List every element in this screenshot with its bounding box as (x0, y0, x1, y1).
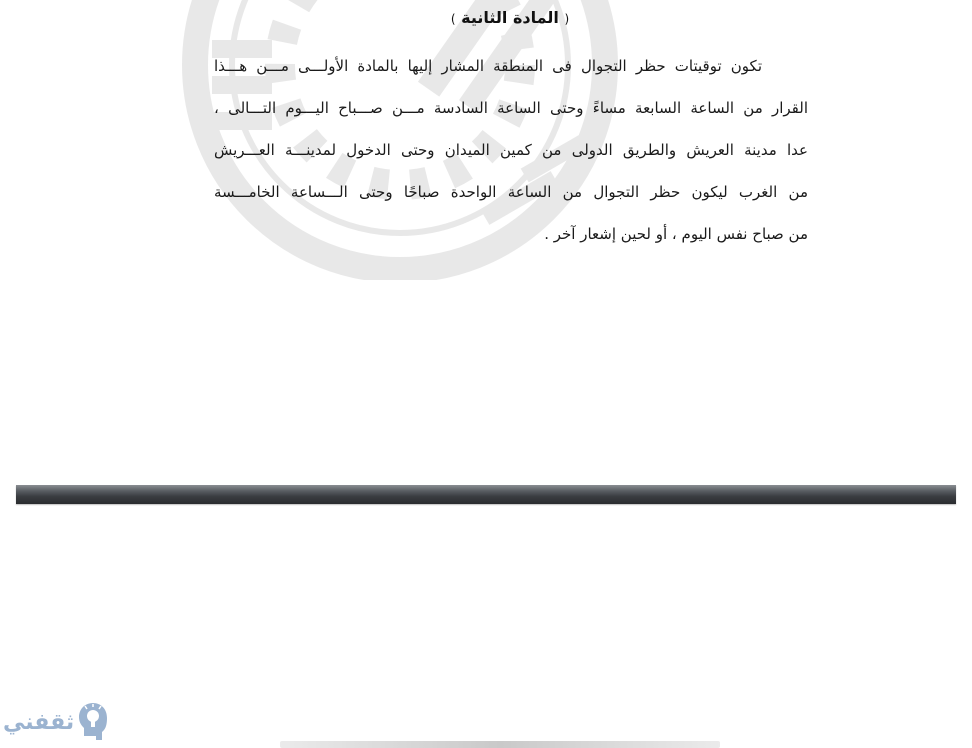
page-divider (16, 485, 956, 504)
site-logo (3, 699, 110, 745)
title-paren-close: ) (450, 12, 456, 26)
lightbulb-head-icon (76, 700, 110, 744)
paragraph-line: عدا مدينة العريش والطريق الدولى من كمين الميدان وحتى الدخول لمدينـــة العـــريش (214, 141, 808, 159)
paragraph-line: من الغرب ليكون حظر التجوال من الساعة الواحدة صباحًا وحتى الـــساعة الخامـــسة (214, 183, 808, 201)
paragraph-line: تكون توقيتات حظر التجوال فى المنطقة المشار إليها بالمادة الأولـــى مـــن هـــذا (214, 57, 762, 75)
title-paren-open: ( (564, 12, 570, 26)
paragraph-line: من صباح نفس اليوم ، أو لحين إشعار آخر . (544, 225, 808, 243)
article-heading: المادة الثانية (461, 8, 559, 27)
faded-text-line (280, 741, 720, 748)
article-title (0, 8, 972, 27)
paragraph-line: القرار من الساعة السابعة مساءً وحتى الساعة السادسة مـــن صـــباح اليـــوم التـــالى ، (214, 99, 808, 117)
logo-text: ثقفني (3, 709, 75, 735)
article-body (214, 45, 808, 255)
